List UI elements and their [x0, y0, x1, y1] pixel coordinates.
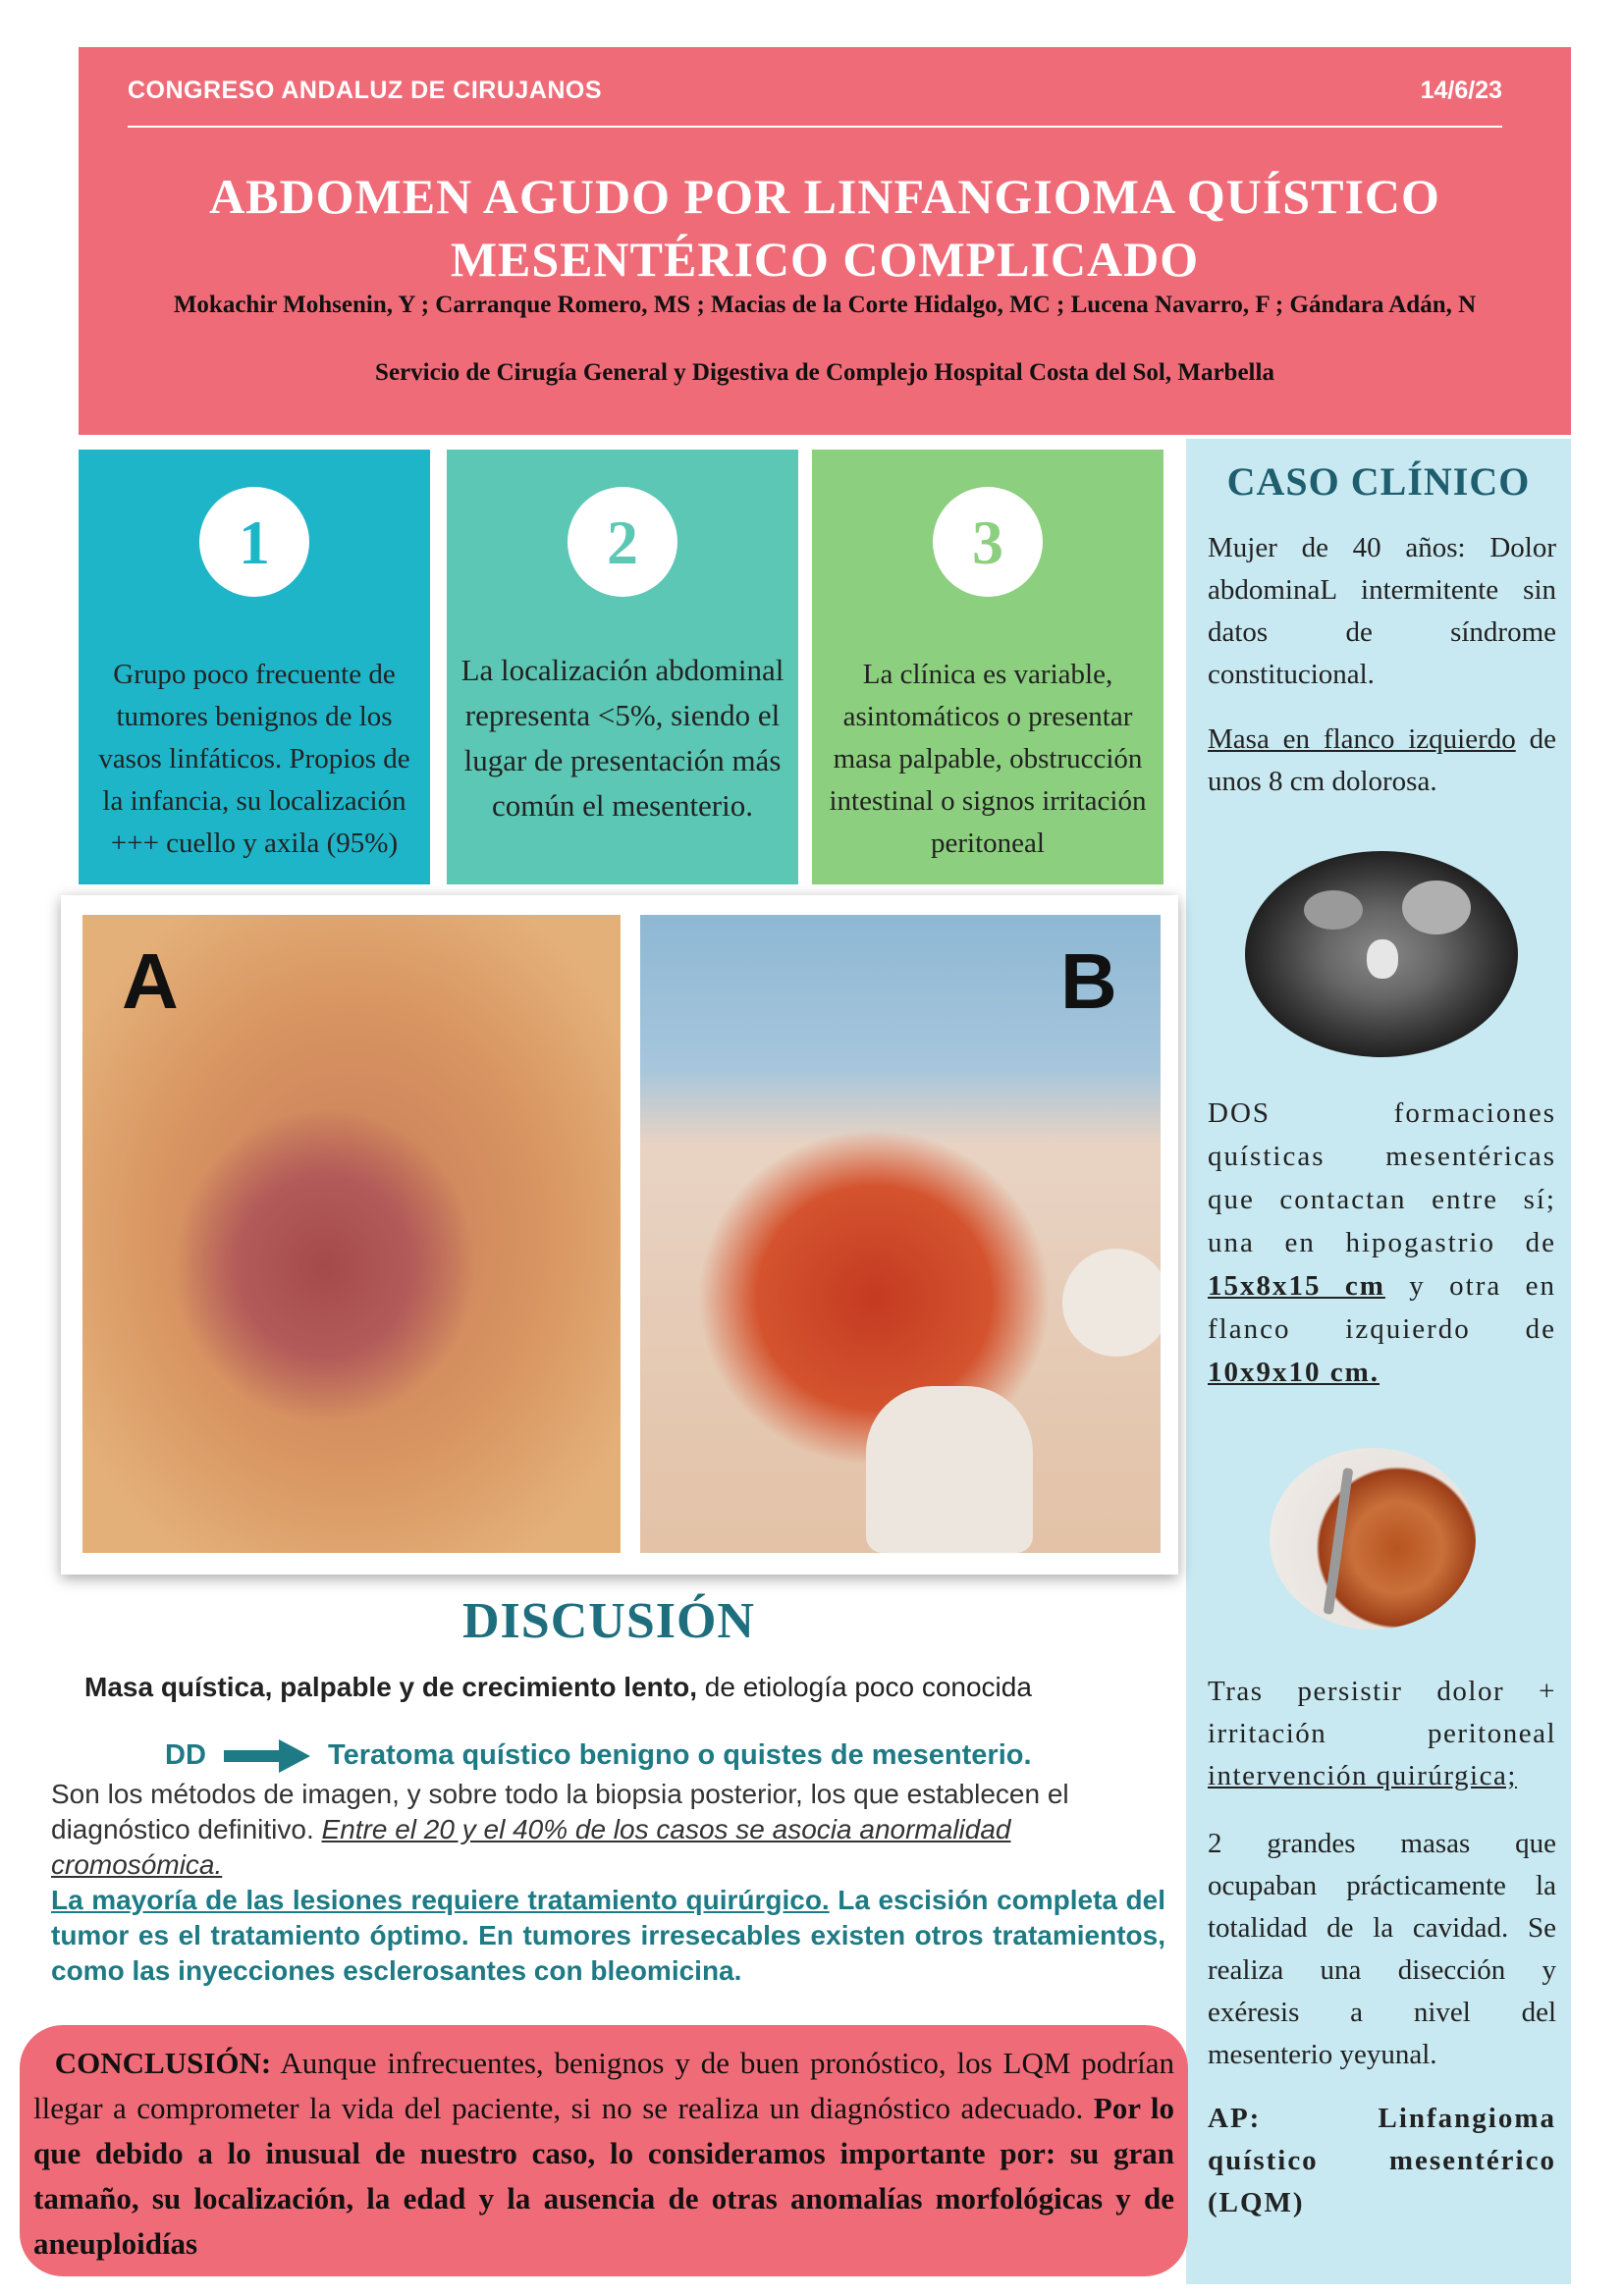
gloved-hand	[866, 1386, 1033, 1553]
case-paragraph-5: 2 grandes masas que ocupaban prácticamente la totalidad de la cavidad. Se realiza una disección y exéresis a nivel del mesenterio yeyunal.	[1208, 1828, 1556, 2070]
discussion-paragraph-1	[84, 1672, 1174, 1703]
case-mass-location: Masa en flanco izquierdo	[1208, 723, 1516, 755]
surgical-specimen-image	[1270, 1448, 1476, 1629]
conclusion-bold-text: Por lo que debido a lo inusual de nuestro caso, lo consideramos importante por: su gran tamaño, su localización, la edad y la ausencia de otras anomalías morfológicas y de aneuploidías	[33, 2091, 1175, 2261]
number-circle-2: 2	[568, 487, 677, 597]
arrow-right-icon	[224, 1739, 310, 1773]
photo-b	[640, 915, 1161, 1553]
poster-title	[79, 165, 1571, 291]
number-circle-1: 1	[199, 487, 309, 597]
title-line-2: MESENTÉRICO COMPLICADO	[450, 232, 1200, 287]
affiliation: Servicio de Cirugía General y Digestiva de Complejo Hospital Costa del Sol, Marbella	[375, 359, 1274, 386]
conclusion-box	[20, 2025, 1188, 2276]
case-cysts-description-2: y otra en flanco izquierdo de	[1208, 1270, 1556, 1345]
discussion-title: DISCUSIÓN	[462, 1593, 755, 1649]
ct-vertebra	[1367, 939, 1398, 979]
cyst-1-dimensions: 15x8x15 cm	[1208, 1270, 1385, 1302]
ct-bowel-loop	[1304, 890, 1363, 930]
case-paragraph-2	[1208, 719, 1556, 803]
surgical-photos	[61, 895, 1178, 1575]
info-box-2-text: La localización abdominal representa <5%, siendo el lugar de presentación más común el mesenterio.	[460, 653, 784, 823]
info-box-3	[812, 450, 1163, 884]
info-box-1	[79, 450, 430, 884]
photo-a-label: A	[122, 937, 179, 1025]
conclusion-label: CONCLUSIÓN:	[54, 2046, 272, 2080]
photo-a	[82, 915, 621, 1553]
header-divider	[128, 126, 1502, 128]
dd-label: DD	[165, 1739, 206, 1771]
discussion-chromosomal: Entre el 20 y el 40% de los casos se asocia anormalidad cromosómica.	[51, 1814, 1011, 1880]
discussion-paragraph-4	[51, 1883, 1165, 1989]
discussion-etiology: de etiología poco conocida	[704, 1672, 1032, 1702]
header-banner	[79, 47, 1571, 435]
discussion-mass-features: Masa quística, palpable y de crecimiento lento,	[84, 1672, 697, 1702]
forceps-shape	[1324, 1468, 1354, 1615]
authors: Mokachir Mohsenin, Y ; Carranque Romero, MS ; Macias de la Corte Hidalgo, MC ; Lucena Navarro, F ; Gándara Adán, N	[173, 292, 1477, 318]
cyst-2-dimensions: 10x9x10 cm.	[1208, 1357, 1380, 1388]
photo-b-label: B	[1060, 937, 1117, 1025]
discussion-imaging: Son los métodos de imagen, y sobre todo la biopsia posterior, los que establecen el diagnóstico definitivo.	[51, 1779, 1069, 1844]
discussion-paragraph-3	[51, 1777, 1165, 1883]
differential-diagnosis	[165, 1739, 1176, 1773]
case-persistent-pain: Tras persistir dolor + irritación peritoneal	[1208, 1676, 1556, 1749]
congress-name: CONGRESO ANDALUZ DE CIRUJANOS	[128, 77, 603, 104]
case-paragraph-3	[1208, 1092, 1556, 1394]
info-box-2	[447, 450, 798, 884]
case-mass-size: de unos 8 cm dolorosa.	[1208, 723, 1556, 797]
title-line-1: ABDOMEN AGUDO POR LINFANGIOMA QUÍSTICO	[209, 169, 1440, 224]
conclusion-text: Aunque infrecuentes, benignos y de buen pronóstico, los LQM podrían llegar a comprometer la vida del paciente, si no se realiza un diagnóstico adecuado.	[33, 2046, 1174, 2125]
case-cysts-description: DOS formaciones quísticas mesentéricas que contactan entre sí; una en hipogastrio de	[1208, 1097, 1556, 1258]
gloved-hand-2	[1062, 1249, 1161, 1357]
case-paragraph-4	[1208, 1671, 1556, 1797]
case-sidebar	[1186, 439, 1571, 2284]
dd-text: Teratoma quístico benigno o quistes de mesenterio.	[328, 1739, 1032, 1771]
case-paragraph-1: Mujer de 40 años: Dolor abdominaL intermitente sin datos de síndrome constitucional.	[1208, 532, 1556, 690]
case-surgery: intervención quirúrgica;	[1208, 1760, 1517, 1791]
ct-scan-image	[1245, 851, 1518, 1057]
number-circle-3: 3	[933, 487, 1043, 597]
ct-cyst	[1402, 881, 1471, 934]
discussion-treatment: La escisión completa del tumor es el tratamiento óptimo. En tumores irresecables existen otros tratamientos, como las inyecciones esclerosantes con bleomicina.	[51, 1885, 1165, 1986]
poster-date: 14/6/23	[1420, 77, 1502, 104]
pathology-result: AP: Linfangioma quístico mesentérico (LQM)	[1208, 2103, 1556, 2218]
info-box-3-text: La clínica es variable, asintomáticos o presentar masa palpable, obstrucción intestinal o signos irritación peritoneal	[829, 659, 1147, 859]
discussion-surgery: La mayoría de las lesiones requiere tratamiento quirúrgico.	[51, 1885, 830, 1915]
case-title: CASO CLÍNICO	[1226, 459, 1531, 504]
info-box-1-text: Grupo poco frecuente de tumores benignos de los vasos linfáticos. Propios de la infancia, su localización +++ cuello y axila (95%)	[98, 659, 410, 859]
